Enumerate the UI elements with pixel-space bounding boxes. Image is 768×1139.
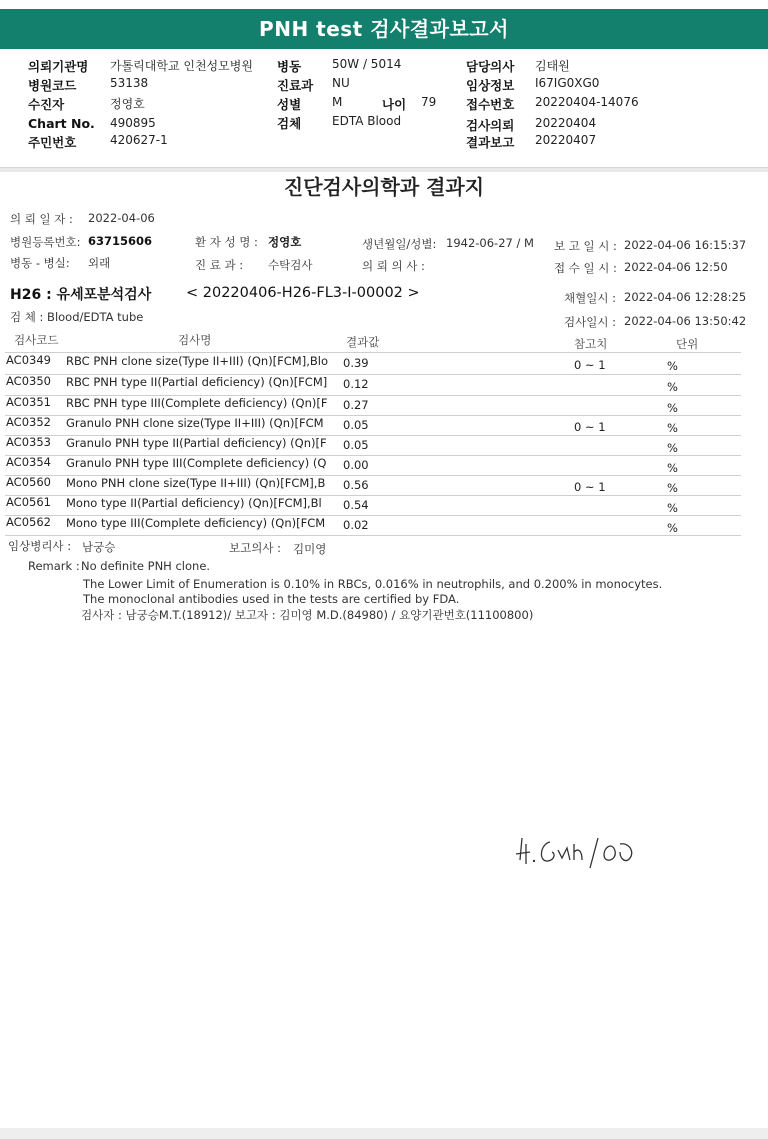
patient-name: 정영호 [268, 235, 302, 249]
handwritten-signature [512, 830, 662, 870]
request-date: 2022-04-06 [88, 211, 155, 225]
header-field [277, 76, 313, 94]
header-field [277, 95, 301, 113]
header-field [277, 57, 301, 75]
row-code: AC0349 [6, 353, 51, 367]
header-value [535, 57, 570, 74]
field-label: 성별 [277, 97, 302, 112]
row-unit: % [667, 481, 678, 495]
reporting-doctor-label: 보고의사 : [229, 541, 281, 555]
header-field [277, 114, 301, 132]
header-value [535, 76, 599, 90]
field-value: 20220407 [535, 133, 597, 147]
header-value [332, 57, 401, 71]
row-code: AC0350 [6, 374, 51, 388]
field-value: 79 [421, 95, 437, 109]
receipt-time-label: 접 수 일 시 : [554, 261, 617, 275]
header-field [466, 76, 514, 94]
row-result: 0.00 [343, 458, 369, 472]
row-result: 0.27 [343, 398, 369, 412]
col-header-ref: 참고치 [574, 337, 608, 351]
header-value [332, 76, 350, 90]
request-date-label: 의 뢰 일 자 : [10, 212, 73, 226]
signoff-line: 검사자 : 남궁승M.T.(18912)/ 보고자 : 김미영 M.D.(84980) / 요양기관번호(11100800) [81, 608, 534, 622]
test-id: < 20220406-H26-FL3-I-00002 > [186, 285, 420, 301]
row-name: Granulo PNH clone size(Type II+III) (Qn)[FCM [66, 416, 324, 430]
field-label: 의뢰기관명 [28, 59, 89, 74]
row-unit: % [667, 441, 678, 455]
ward: 외래 [88, 256, 111, 270]
field-label: 검사의뢰 [466, 118, 515, 133]
field-label: Chart No. [28, 116, 95, 131]
col-header-unit: 단위 [676, 337, 699, 351]
dob-label: 생년월일/성별: [362, 237, 437, 251]
header-value [332, 114, 401, 128]
header-value [535, 133, 596, 147]
field-label: 결과보고 [466, 135, 515, 150]
remark-label: Remark : [28, 559, 80, 573]
row-result: 0.02 [343, 518, 369, 532]
pathologist: 남궁승 [82, 540, 116, 554]
page-footer-band [0, 1128, 768, 1139]
col-header-result: 결과값 [346, 335, 380, 349]
header-value [110, 133, 168, 147]
test-time: 2022-04-06 13:50:42 [624, 314, 747, 328]
row-name: Mono type III(Complete deficiency) (Qn)[FCM [66, 516, 326, 530]
field-label: 병동 [277, 59, 302, 74]
dob: 1942-06-27 / M [446, 236, 534, 250]
collect-time-label: 채혈일시 : [564, 291, 616, 305]
col-header-code: 검사코드 [14, 333, 59, 347]
field-value: 가톨릭대학교 인천성모병원 [110, 59, 253, 73]
field-value: NU [332, 76, 350, 90]
header-value [110, 76, 148, 90]
row-result: 0.54 [343, 498, 369, 512]
collect-time: 2022-04-06 12:28:25 [624, 290, 747, 304]
header-value [110, 116, 156, 130]
header-field [466, 133, 514, 151]
row-unit: % [667, 401, 678, 415]
header-field [28, 133, 76, 151]
row-unit: % [667, 421, 678, 435]
row-result: 0.05 [343, 438, 369, 452]
row-result: 0.05 [343, 418, 369, 432]
report-time-label: 보 고 일 시 : [554, 239, 617, 253]
field-value: 490895 [110, 116, 156, 130]
header-value [332, 95, 342, 109]
row-code: AC0353 [6, 435, 51, 449]
ward-label: 병동 - 병실: [10, 256, 70, 270]
row-name: Mono PNH clone size(Type II+III) (Qn)[FCM],B [66, 476, 326, 490]
row-unit: % [667, 501, 678, 515]
field-value: 정영호 [110, 97, 145, 111]
row-ref: 0 ~ 1 [574, 480, 606, 494]
header-field [28, 76, 76, 94]
row-code: AC0351 [6, 395, 51, 409]
field-label: 접수번호 [466, 97, 515, 112]
row-code: AC0561 [6, 495, 51, 509]
patient-label: 환 자 성 명 : [195, 235, 258, 249]
report-title: PNH test 검사결과보고서 [0, 9, 768, 49]
row-result: 0.12 [343, 377, 369, 391]
header-value [535, 116, 596, 130]
field-label: 임상정보 [466, 78, 515, 93]
row-name: Mono type II(Partial deficiency) (Qn)[FCM],Bl [66, 496, 322, 510]
receipt-time: 2022-04-06 12:50 [624, 260, 728, 274]
row-unit: % [667, 380, 678, 394]
reporting-doctor: 김미영 [293, 542, 327, 556]
row-code: AC0354 [6, 455, 51, 469]
row-name: RBC PNH type II(Partial deficiency) (Qn)[FCM] [66, 375, 328, 389]
header-value [110, 95, 145, 112]
header-field [466, 57, 514, 75]
field-value: 53138 [110, 76, 149, 90]
field-value: 김태원 [535, 59, 570, 73]
table-header-rule [5, 352, 741, 353]
header-field [382, 95, 406, 113]
field-label: 진료과 [277, 78, 314, 93]
field-label: 병원코드 [28, 78, 77, 93]
row-name: RBC PNH type III(Complete deficiency) (Qn)[F [66, 396, 328, 410]
field-label: 수진자 [28, 97, 65, 112]
field-value: 420627-1 [110, 133, 168, 147]
field-value: 50W / 5014 [332, 57, 402, 71]
row-ref: 0 ~ 1 [574, 358, 606, 372]
col-header-name: 검사명 [178, 333, 212, 347]
field-label: 주민번호 [28, 135, 77, 150]
header-field [466, 116, 514, 134]
header-value [421, 95, 436, 109]
header-field [28, 95, 64, 113]
row-unit: % [667, 521, 678, 535]
remark-line: The Lower Limit of Enumeration is 0.10% in RBCs, 0.016% in neutrophils, and 0.200% in monocytes. [83, 577, 663, 591]
row-code: AC0560 [6, 475, 51, 489]
pathologist-label: 임상병리사 : [8, 539, 72, 553]
row-ref: 0 ~ 1 [574, 420, 606, 434]
row-name: RBC PNH clone size(Type II+III) (Qn)[FCM],Blo [66, 354, 328, 368]
row-name: Granulo PNH type II(Partial deficiency) (Qn)[F [66, 436, 327, 450]
header-value [535, 95, 639, 109]
row-rule [5, 535, 741, 536]
field-value: M [332, 95, 343, 109]
dept: 수탁검사 [268, 258, 313, 272]
field-value: 20220404-14076 [535, 95, 639, 109]
row-name: Granulo PNH type III(Complete deficiency) (Q [66, 456, 327, 470]
row-unit: % [667, 359, 678, 373]
reg-no: 63715606 [88, 234, 153, 248]
row-code: AC0562 [6, 515, 51, 529]
row-result: 0.39 [343, 356, 369, 370]
doctor-label: 의 뢰 의 사 : [362, 259, 425, 273]
field-label: 나이 [382, 97, 407, 112]
field-value: EDTA Blood [332, 114, 402, 128]
dept-label: 진 료 과 : [195, 258, 244, 272]
row-code: AC0352 [6, 415, 51, 429]
report-time: 2022-04-06 16:15:37 [624, 238, 747, 252]
field-value: I67IG0XG0 [535, 76, 600, 90]
header-value [110, 57, 253, 74]
row-result: 0.56 [343, 478, 369, 492]
test-group: H26 : 유세포분석검사 [10, 287, 152, 303]
remark-line: No definite PNH clone. [81, 559, 211, 573]
field-label: 검체 [277, 116, 302, 131]
specimen: 검 체 : Blood/EDTA tube [10, 310, 144, 324]
result-sheet-title: 진단검사의학과 결과지 [283, 175, 485, 199]
row-unit: % [667, 461, 678, 475]
test-time-label: 검사일시 : [564, 315, 616, 329]
field-value: 20220404 [535, 116, 597, 130]
header-field [28, 57, 88, 75]
header-field [466, 95, 514, 113]
field-label: 담당의사 [466, 59, 515, 74]
remark-line: The monoclonal antibodies used in the tests are certified by FDA. [83, 592, 460, 606]
reg-no-label: 병원등록번호: [10, 235, 81, 249]
header-field [28, 116, 95, 131]
